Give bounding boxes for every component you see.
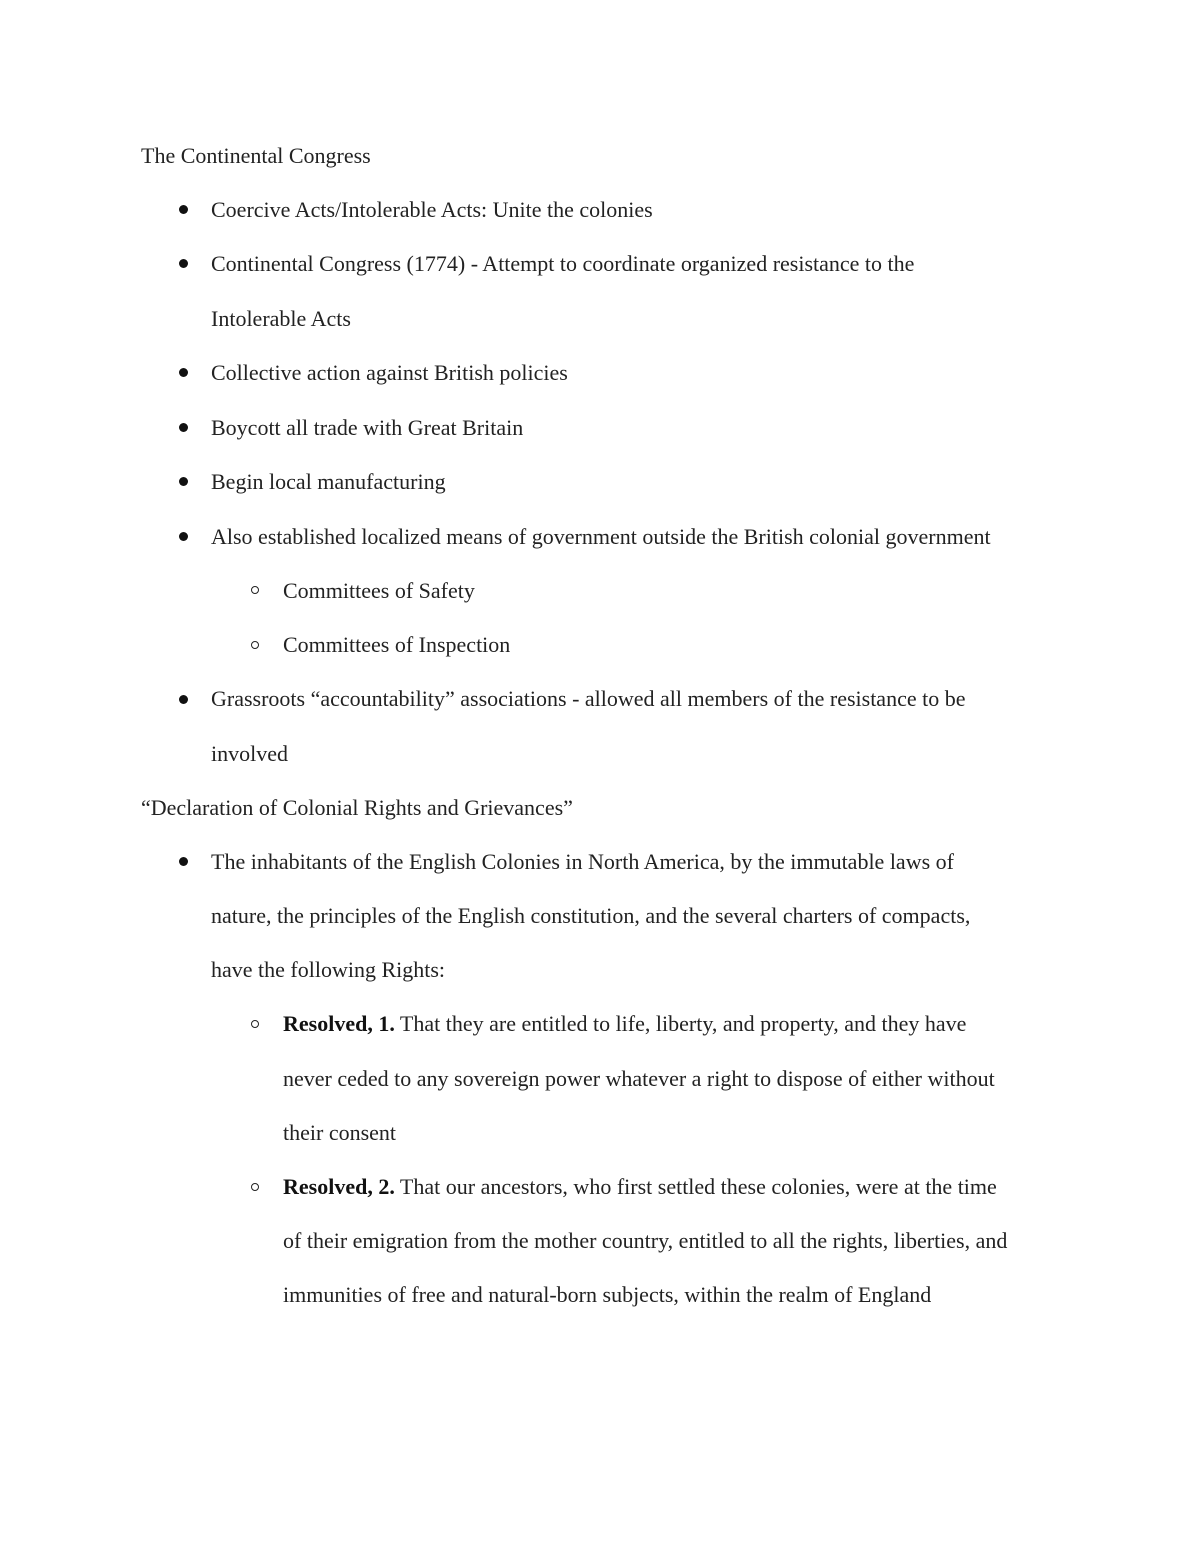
heading-declaration: “Declaration of Colonial Rights and Grievances” [141,795,573,820]
bullet-icon [179,477,188,486]
sub-list-item: Committees of Inspection [283,632,511,657]
circle-bullet-icon [251,586,259,594]
list-item: Collective action against British policies [211,360,568,385]
resolved-1-label: Resolved, 1. [283,1011,395,1036]
list-item: Also established localized means of government outside the British colonial government [211,524,991,549]
resolved-1 [283,1010,966,1038]
resolved-1-continuation: never ceded to any sovereign power whatever a right to dispose of either without [283,1066,995,1091]
resolved-2-label: Resolved, 2. [283,1174,395,1199]
list-item: Coercive Acts/Intolerable Acts: Unite the colonies [211,197,653,222]
bullet-icon [179,532,188,541]
heading-continental-congress: The Continental Congress [141,143,371,168]
bullet-icon [179,259,188,268]
list-item: Continental Congress (1774) - Attempt to coordinate organized resistance to the [211,251,915,276]
resolved-2 [283,1173,997,1201]
list-item: Grassroots “accountability” associations - allowed all members of the resistance to be [211,686,966,711]
list-item: Begin local manufacturing [211,469,446,494]
circle-bullet-icon [251,1020,259,1028]
circle-bullet-icon [251,1183,259,1191]
list-item-continuation: nature, the principles of the English constitution, and the several charters of compacts, [211,903,971,928]
resolved-2-continuation: of their emigration from the mother country, entitled to all the rights, liberties, and [283,1228,1008,1253]
resolved-1-text: That they are entitled to life, liberty, and property, and they have [394,1011,967,1036]
resolved-2-text: That our ancestors, who first settled these colonies, were at the time [394,1174,997,1199]
bullet-icon [179,857,188,866]
bullet-icon [179,205,188,214]
list-item-continuation: involved [211,741,288,766]
list-item-continuation: have the following Rights: [211,957,446,982]
list-item: Boycott all trade with Great Britain [211,415,524,440]
resolved-1-continuation: their consent [283,1120,397,1145]
list-item-continuation: Intolerable Acts [211,306,351,331]
list-item: The inhabitants of the English Colonies in North America, by the immutable laws of [211,849,954,874]
circle-bullet-icon [251,641,259,649]
bullet-icon [179,423,188,432]
bullet-icon [179,368,188,377]
resolved-2-continuation: immunities of free and natural-born subjects, within the realm of England [283,1282,932,1307]
sub-list-item: Committees of Safety [283,578,475,603]
bullet-icon [179,695,188,704]
